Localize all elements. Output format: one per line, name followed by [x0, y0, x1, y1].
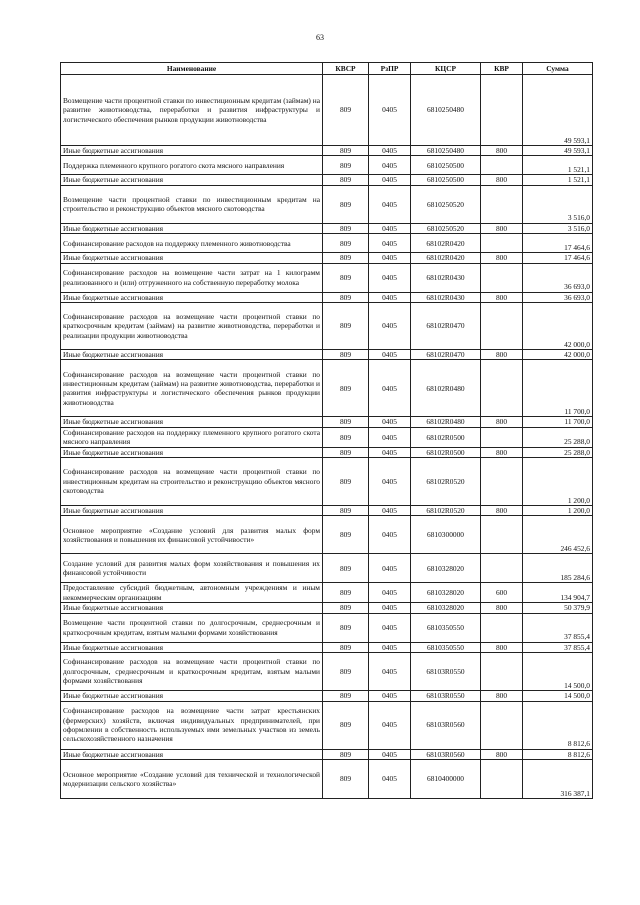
- row-sum: 37 855,4: [523, 642, 593, 652]
- row-kvr: [481, 759, 523, 798]
- row-rzpr: 0405: [369, 516, 411, 554]
- row-kvsr: 809: [323, 234, 369, 253]
- row-name: Софинансирование расходов на возмещение части затрат на 1 килограмм реализованного и (или) отгруженного на собственную переработку молока: [61, 263, 323, 292]
- row-name: Иные бюджетные ассигнования: [61, 506, 323, 516]
- row-kvsr: 809: [323, 185, 369, 223]
- header-kcsr: КЦСР: [411, 63, 481, 75]
- row-rzpr: 0405: [369, 223, 411, 233]
- row-kcsr: 6810328020: [411, 554, 481, 583]
- row-kvr: [481, 263, 523, 292]
- row-kvsr: 809: [323, 223, 369, 233]
- row-kvr: [481, 75, 523, 146]
- table-row: [61, 583, 593, 603]
- row-sum: 17 464,6: [523, 234, 593, 253]
- row-sum: 1 521,1: [523, 175, 593, 185]
- table-row: [61, 642, 593, 652]
- row-sum: 37 855,4: [523, 613, 593, 642]
- row-kvsr: 809: [323, 554, 369, 583]
- row-rzpr: 0405: [369, 360, 411, 417]
- row-kvr: [481, 360, 523, 417]
- row-kcsr: 68103R0550: [411, 653, 481, 691]
- table-row: [61, 653, 593, 691]
- row-rzpr: 0405: [369, 263, 411, 292]
- row-name: Софинансирование расходов на возмещение части процентной ставки по инвестиционным кредитам (займам) на развитие животноводства, переработки и развития инфраструктуры и логистического обеспечения рынков продукции животноводства: [61, 360, 323, 417]
- row-rzpr: 0405: [369, 427, 411, 447]
- row-rzpr: 0405: [369, 292, 411, 302]
- row-kvr: [481, 234, 523, 253]
- row-kcsr: 68102R0430: [411, 263, 481, 292]
- table-row: [61, 613, 593, 642]
- row-rzpr: 0405: [369, 75, 411, 146]
- row-name: Иные бюджетные ассигнования: [61, 642, 323, 652]
- row-kcsr: 68102R0500: [411, 447, 481, 457]
- table-row: [61, 458, 593, 506]
- row-rzpr: 0405: [369, 185, 411, 223]
- row-sum: 11 700,0: [523, 360, 593, 417]
- table-row: [61, 185, 593, 223]
- row-sum: 49 593,1: [523, 75, 593, 146]
- row-sum: 8 812,6: [523, 749, 593, 759]
- row-rzpr: 0405: [369, 613, 411, 642]
- row-kvsr: 809: [323, 350, 369, 360]
- row-kcsr: 68102R0520: [411, 506, 481, 516]
- row-kvr: 800: [481, 350, 523, 360]
- row-sum: 1 521,1: [523, 156, 593, 175]
- row-kvsr: 809: [323, 292, 369, 302]
- row-sum: 14 500,0: [523, 653, 593, 691]
- row-sum: 42 000,0: [523, 350, 593, 360]
- row-name: Иные бюджетные ассигнования: [61, 292, 323, 302]
- table-row: [61, 253, 593, 263]
- row-kcsr: 68102R0520: [411, 458, 481, 506]
- row-kvsr: 809: [323, 516, 369, 554]
- row-name: Софинансирование расходов на возмещение части затрат крестьянских (фермерских) хозяйств, включая индивидуальных предпринимателей, при оформлении в собственность используемых ими земельных участков из земель сельскохозяйственного назначения: [61, 701, 323, 749]
- row-kcsr: 6810300000: [411, 516, 481, 554]
- row-kvr: [481, 156, 523, 175]
- row-rzpr: 0405: [369, 447, 411, 457]
- row-kvsr: 809: [323, 427, 369, 447]
- row-kvsr: 809: [323, 263, 369, 292]
- row-name: Иные бюджетные ассигнования: [61, 603, 323, 613]
- row-name: Иные бюджетные ассигнования: [61, 350, 323, 360]
- row-kcsr: 68102R0500: [411, 427, 481, 447]
- row-sum: 1 200,0: [523, 458, 593, 506]
- row-name: Предоставление субсидий бюджетным, автономным учреждениям и иным некоммерческим организациям: [61, 583, 323, 603]
- row-kvsr: 809: [323, 603, 369, 613]
- row-name: Иные бюджетные ассигнования: [61, 223, 323, 233]
- row-name: Основное мероприятие «Создание условий для развития малых форм хозяйствования и повышения их финансовой устойчивости»: [61, 516, 323, 554]
- row-sum: 25 288,0: [523, 427, 593, 447]
- row-sum: 50 379,9: [523, 603, 593, 613]
- table-row: [61, 303, 593, 350]
- table-row: [61, 516, 593, 554]
- row-kvsr: 809: [323, 506, 369, 516]
- table-row: [61, 75, 593, 146]
- row-kvsr: 809: [323, 759, 369, 798]
- row-rzpr: 0405: [369, 156, 411, 175]
- row-kvsr: 809: [323, 458, 369, 506]
- table-row: [61, 156, 593, 175]
- row-sum: 14 500,0: [523, 691, 593, 701]
- row-kvr: 800: [481, 691, 523, 701]
- table-row: [61, 360, 593, 417]
- row-name: Поддержка племенного крупного рогатого скота мясного направления: [61, 156, 323, 175]
- row-sum: 11 700,0: [523, 417, 593, 427]
- row-rzpr: 0405: [369, 583, 411, 603]
- row-sum: 49 593,1: [523, 146, 593, 156]
- row-sum: 1 200,0: [523, 506, 593, 516]
- header-name: Наименование: [61, 63, 323, 75]
- row-name: Софинансирование расходов на возмещение части процентной ставки по краткосрочным кредитам (займам) на развитие животноводства, переработки и реализации продукции животноводства: [61, 303, 323, 350]
- row-kcsr: 6810250500: [411, 156, 481, 175]
- row-name: Возмещение части процентной ставки по долгосрочным, среднесрочным и краткосрочным кредитам, взятым малыми формами хозяйствования: [61, 613, 323, 642]
- row-name: Софинансирование расходов на возмещение части процентной ставки по долгосрочным, среднесрочным и краткосрочным кредитам, взятым малыми формами хозяйствования: [61, 653, 323, 691]
- table-row: [61, 691, 593, 701]
- budget-table: [60, 62, 593, 799]
- row-kcsr: 68102R0430: [411, 292, 481, 302]
- row-kcsr: 6810250500: [411, 175, 481, 185]
- row-kvsr: 809: [323, 691, 369, 701]
- table-row: [61, 292, 593, 302]
- row-name: Иные бюджетные ассигнования: [61, 447, 323, 457]
- row-rzpr: 0405: [369, 234, 411, 253]
- row-sum: 316 387,1: [523, 759, 593, 798]
- row-kvsr: 809: [323, 303, 369, 350]
- row-kcsr: 6810250480: [411, 75, 481, 146]
- row-kcsr: 6810350550: [411, 642, 481, 652]
- row-kvr: [481, 613, 523, 642]
- row-rzpr: 0405: [369, 458, 411, 506]
- table-row: [61, 417, 593, 427]
- row-rzpr: 0405: [369, 701, 411, 749]
- row-kvr: 800: [481, 506, 523, 516]
- row-sum: 36 693,0: [523, 263, 593, 292]
- row-kcsr: 68102R0480: [411, 360, 481, 417]
- row-name: Иные бюджетные ассигнования: [61, 749, 323, 759]
- row-kvsr: 809: [323, 146, 369, 156]
- row-sum: 25 288,0: [523, 447, 593, 457]
- row-rzpr: 0405: [369, 253, 411, 263]
- row-name: Иные бюджетные ассигнования: [61, 417, 323, 427]
- row-name: Иные бюджетные ассигнования: [61, 691, 323, 701]
- row-sum: 42 000,0: [523, 303, 593, 350]
- table-row: [61, 759, 593, 798]
- row-kvsr: 809: [323, 360, 369, 417]
- table-row: [61, 223, 593, 233]
- row-kvsr: 809: [323, 447, 369, 457]
- row-kcsr: 68102R0470: [411, 303, 481, 350]
- table-row: [61, 749, 593, 759]
- row-sum: 134 904,7: [523, 583, 593, 603]
- row-kcsr: 6810250520: [411, 223, 481, 233]
- row-kvr: [481, 185, 523, 223]
- row-name: Иные бюджетные ассигнования: [61, 253, 323, 263]
- table-row: [61, 175, 593, 185]
- row-sum: 246 452,6: [523, 516, 593, 554]
- row-rzpr: 0405: [369, 653, 411, 691]
- table-row: [61, 234, 593, 253]
- table-row: [61, 701, 593, 749]
- row-kcsr: 68102R0420: [411, 253, 481, 263]
- row-kcsr: 68103R0560: [411, 701, 481, 749]
- row-name: Иные бюджетные ассигнования: [61, 175, 323, 185]
- row-kvsr: 809: [323, 75, 369, 146]
- row-kvr: [481, 554, 523, 583]
- row-rzpr: 0405: [369, 417, 411, 427]
- row-kvsr: 809: [323, 701, 369, 749]
- row-kvr: 800: [481, 175, 523, 185]
- row-rzpr: 0405: [369, 506, 411, 516]
- table-row: [61, 554, 593, 583]
- row-name: Иные бюджетные ассигнования: [61, 146, 323, 156]
- row-kvr: 800: [481, 253, 523, 263]
- row-kcsr: 68102R0420: [411, 234, 481, 253]
- row-sum: 17 464,6: [523, 253, 593, 263]
- row-sum: 8 812,6: [523, 701, 593, 749]
- row-kvr: 800: [481, 749, 523, 759]
- row-sum: 3 516,0: [523, 223, 593, 233]
- row-name: Софинансирование расходов на поддержку племенного крупного рогатого скота мясного направления: [61, 427, 323, 447]
- row-kvr: [481, 427, 523, 447]
- row-kvr: 800: [481, 642, 523, 652]
- table-row: [61, 447, 593, 457]
- row-kvsr: 809: [323, 156, 369, 175]
- row-kvsr: 809: [323, 417, 369, 427]
- row-name: Возмещение части процентной ставки по инвестиционным кредитам на строительство и реконструкцию объектов мясного скотоводства: [61, 185, 323, 223]
- row-rzpr: 0405: [369, 642, 411, 652]
- header-kvsr: КВСР: [323, 63, 369, 75]
- row-rzpr: 0405: [369, 554, 411, 583]
- table-row: [61, 427, 593, 447]
- header-sum: Сумма: [523, 63, 593, 75]
- row-kvr: 800: [481, 292, 523, 302]
- row-kvr: [481, 516, 523, 554]
- row-kvr: 800: [481, 603, 523, 613]
- row-kcsr: 68103R0550: [411, 691, 481, 701]
- row-kcsr: 6810328020: [411, 583, 481, 603]
- table-row: [61, 603, 593, 613]
- row-kvr: 800: [481, 447, 523, 457]
- row-rzpr: 0405: [369, 749, 411, 759]
- row-rzpr: 0405: [369, 691, 411, 701]
- page-number: 63: [316, 33, 324, 42]
- row-rzpr: 0405: [369, 175, 411, 185]
- row-rzpr: 0405: [369, 303, 411, 350]
- table-row: [61, 350, 593, 360]
- row-rzpr: 0405: [369, 146, 411, 156]
- table-row: [61, 263, 593, 292]
- row-kvr: [481, 653, 523, 691]
- header-rzpr: РзПР: [369, 63, 411, 75]
- row-kvsr: 809: [323, 583, 369, 603]
- row-kvr: [481, 701, 523, 749]
- row-kvsr: 809: [323, 642, 369, 652]
- row-name: Возмещение части процентной ставки по инвестиционным кредитам (займам) на развитие животноводства, переработки и развития инфраструктуры и логистического обеспечения рынков продукции животноводства: [61, 75, 323, 146]
- row-kcsr: 6810250520: [411, 185, 481, 223]
- row-kvsr: 809: [323, 175, 369, 185]
- row-name: Софинансирование расходов на поддержку племенного животноводства: [61, 234, 323, 253]
- row-sum: 185 284,6: [523, 554, 593, 583]
- row-kcsr: 6810328020: [411, 603, 481, 613]
- row-kvsr: 809: [323, 653, 369, 691]
- row-kvr: 800: [481, 417, 523, 427]
- row-name: Основное мероприятие «Создание условий для технической и технологической модернизации сельского хозяйства»: [61, 759, 323, 798]
- row-kcsr: 68102R0480: [411, 417, 481, 427]
- table-header-row: [61, 63, 593, 75]
- row-kvr: 600: [481, 583, 523, 603]
- row-kvr: [481, 458, 523, 506]
- row-sum: 3 516,0: [523, 185, 593, 223]
- row-kcsr: 68102R0470: [411, 350, 481, 360]
- row-rzpr: 0405: [369, 603, 411, 613]
- row-kvsr: 809: [323, 749, 369, 759]
- row-kvr: [481, 303, 523, 350]
- row-kcsr: 6810350550: [411, 613, 481, 642]
- table-row: [61, 146, 593, 156]
- row-kcsr: 6810400000: [411, 759, 481, 798]
- row-sum: 36 693,0: [523, 292, 593, 302]
- row-rzpr: 0405: [369, 759, 411, 798]
- row-kcsr: 6810250480: [411, 146, 481, 156]
- table-body: [61, 75, 593, 799]
- row-kvr: 800: [481, 146, 523, 156]
- header-kvr: КВР: [481, 63, 523, 75]
- row-kcsr: 68103R0560: [411, 749, 481, 759]
- row-kvsr: 809: [323, 613, 369, 642]
- row-name: Софинансирование расходов на возмещение части процентной ставки по инвестиционным кредитам на строительство и реконструкцию объектов мясного скотоводства: [61, 458, 323, 506]
- row-kvsr: 809: [323, 253, 369, 263]
- row-rzpr: 0405: [369, 350, 411, 360]
- table-row: [61, 506, 593, 516]
- row-kvr: 800: [481, 223, 523, 233]
- row-name: Создание условий для развития малых форм хозяйствования и повышения их финансовой устойчивости: [61, 554, 323, 583]
